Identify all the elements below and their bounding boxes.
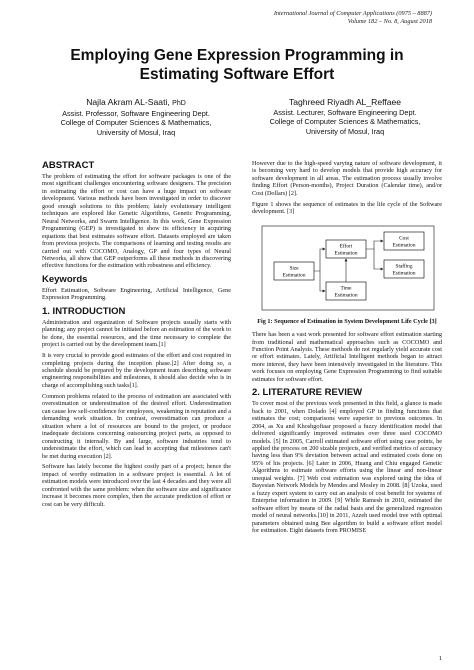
- effort-estimation-box: [326, 240, 366, 258]
- estimation-diagram: [252, 220, 442, 316]
- literature-heading: 2. LITERATURE REVIEW: [252, 387, 363, 399]
- page-number: 1: [438, 655, 442, 662]
- time-estimation-box: [326, 282, 366, 300]
- keywords-heading: Keywords: [42, 273, 88, 285]
- author-1-degree: PhD: [172, 100, 186, 107]
- abstract-text: The problem of estimating the effort for software packages is one of the most significant challenges encountering software designers. The precision in estimating the effort or cost can have a huge impact on software development. Various methods have been investigated in order to discover good enough solutions to this problem; lately evolutionary intelligent techniques are explored like Genetic Algorithms, Genetic Programming, Neural Networks, and Swarm Intelligence. In this work, Gene Expression Programming (GEP) is investigated to show its efficiency in acquiring equations that best estimates software effort. Datasets employed are taken from previous projects. The comparisons of learning and testing results are carried out with COCOMO, Analogy, GP and four types of Neural Networks, all show that GEP outperforms all these methods in discovering effective functions for the estimation with robustness and efficiency.: [42, 173, 231, 270]
- paper-title: Employing Gene Expression Programming in Estimating Software Effort: [70, 47, 404, 83]
- staffing-estimation-label-1: Staffing: [395, 263, 413, 270]
- abstract-heading: ABSTRACT: [42, 160, 95, 171]
- arrow-size-to-time: [320, 271, 325, 291]
- time-estimation-label-1: Time: [340, 285, 352, 292]
- author-2-univ: University of Mosul, Iraq: [305, 126, 385, 136]
- intro-paragraph: It is very crucial to provide good estimates of the effort and cost required in completing projects during the inception phase.[2] After doing so, a schedule should be prepared by the development team describing software engineering responsibilities and milestones, it should also decide who is in charge of accomplishing such tasks[1].: [42, 352, 231, 389]
- intro-paragraph: Administration and organization of Software projects usually starts with planning; any project cannot be initiated before an estimation of the work to be done, the essential resources, and the time necessary to complete the project is carried out by the development team.[1]: [42, 318, 231, 349]
- author-1: [36, 97, 236, 137]
- size-estimation-label-1: Size: [289, 265, 299, 272]
- time-estimation-label-2: Estimation: [334, 292, 358, 299]
- arrow-effort-to-cost: [366, 241, 383, 249]
- arrow-size-to-effort: [314, 249, 325, 271]
- staffing-estimation-label-2: Estimation: [392, 270, 416, 277]
- author-2-role: Assist. Lecturer, Software Engineering Dept.: [273, 108, 417, 117]
- right-column: [252, 160, 442, 538]
- right-paragraph-1: However due to the high-speed varying nature of software development, it is becoming very hard to develop models that provide high accuracy for software development in all areas. The estimation process usually involve finding Effort (Person-months), Project Duration (Calendar time), and/or Cost (Dollars) [2].: [252, 160, 442, 197]
- cost-estimation-box: [384, 232, 424, 250]
- left-column: [42, 160, 231, 512]
- author-1-college: College of Computer Sciences & Mathematics,: [60, 118, 212, 128]
- intro-heading: 1. INTRODUCTION: [42, 305, 126, 317]
- author-1-name: Najla Akram AL-Saati,: [86, 97, 170, 107]
- cost-estimation-label-1: Cost: [399, 235, 409, 242]
- journal-header: [132, 10, 432, 26]
- effort-estimation-label-2: Estimation: [334, 250, 358, 257]
- journal-volume: Volume 182 – No. 8, August 2018: [347, 18, 432, 25]
- size-estimation-box: [274, 262, 314, 280]
- effort-estimation-label-1: Effort: [339, 243, 353, 250]
- keywords-text: Effort Estimation, Software Engineering, Artificial Intelligence, Gene Expression Programming.: [42, 286, 231, 302]
- journal-name: International Journal of Computer Applications (0975 – 8887): [273, 10, 432, 17]
- author-2-college: College of Computer Sciences & Mathematics,: [269, 117, 421, 127]
- right-paragraph-3: There has been a vast work presented for software effort estimation starting from traditional and mathematical approaches such as COCOMO and Function Point Analysis. These methods do not regularly yield accurate cost or effort estimates. Lately, Artificial Intelligent methods began to attract more interest, they have been intensively investigated in the literature. This work focuses on employing Gene Expression Programming to find suitable estimates for software effort.: [252, 331, 442, 383]
- staffing-estimation-box: [384, 260, 424, 278]
- intro-paragraph: Software has lately become the highest costly part of a project; hence the impact of worthy estimation in a software project is essential. A lot of estimation models were introduced over the last 4 decades and they were all confronted with the same problem: when the software size and significance increase it becomes more complex, then the accurate prediction of effort or cost can be very difficult.: [42, 463, 231, 508]
- arrow-effort-to-staffing: [374, 249, 383, 269]
- figure-caption: Fig 1: Sequence of Estimation in System Development Life Cycle [3]: [257, 317, 437, 325]
- size-estimation-label-2: Estimation: [282, 272, 306, 279]
- cost-estimation-label-2: Estimation: [392, 242, 416, 249]
- author-2-name: Taghreed Riyadh AL_Reffaee: [288, 97, 402, 107]
- author-1-univ: University of Mosul, Iraq: [96, 127, 176, 137]
- figure-1: [252, 220, 442, 316]
- author-1-role: Assist. Professor, Software Engineering Dept.: [62, 109, 210, 118]
- author-2: [245, 97, 445, 136]
- literature-text: To cover most of the previous work presented in this field, a glance is made back to 2001, when Dolado [4] employed GP in finding functions that estimates the cost; comparisons were superior to previous outcomes. In 2004, as Xu and Khoshgoftaar proposed a fuzzy identification model that delivered significantly improved estimates over three used COCOMO models. [5] In 2005, Carroll estimated software effort using case points, he applied the process on 200 sizable projects, and verified metrics of accuracy having less than 9% deviation between actual and estimated costs done on 95% of his projects. [6] Later in 2006, Huang and Chiu engaged Genetic Algorithms to estimate software efforts using the linear and non-linear unequal weights. [7] Web cost estimation was explored using the idea of Bayesian Network Models by Mendes and Mosley in 2008. [8] Uzoka, used a fuzzy expert system to carry out an analysis of cost benefit for systems of Enterprise information in 2009. [9] While Ramesh in 2010, estimated the software effort by means of the radial basis and the generalized regression model of neural networks.[10] in 2011, Azzeh used model tree with optimal parameters obtained using Bee algorithm to build a software effort model for estimation. Eight datasets from PROMISE: [252, 400, 442, 534]
- right-paragraph-2: Figure 1 shows the sequence of estimates in the life cycle of the Software development. [3]: [252, 200, 442, 216]
- intro-paragraph: Common problems related to the process of estimation are associated with overestimation or underestimation of the desired effort. Underestimation can cause low self-confidence for employees, weakening in reputation and a demanding work situation. In contrast, overestimation can produce a situation where a lot of resources are bound to the project, or produce inadequate decisions concerning outsourcing project parts, as opposed to constructing it internally. By and large, software industries tend to underestimate the effort, which can lead to accepting that milestones can't be met during execution [2].: [42, 392, 231, 460]
